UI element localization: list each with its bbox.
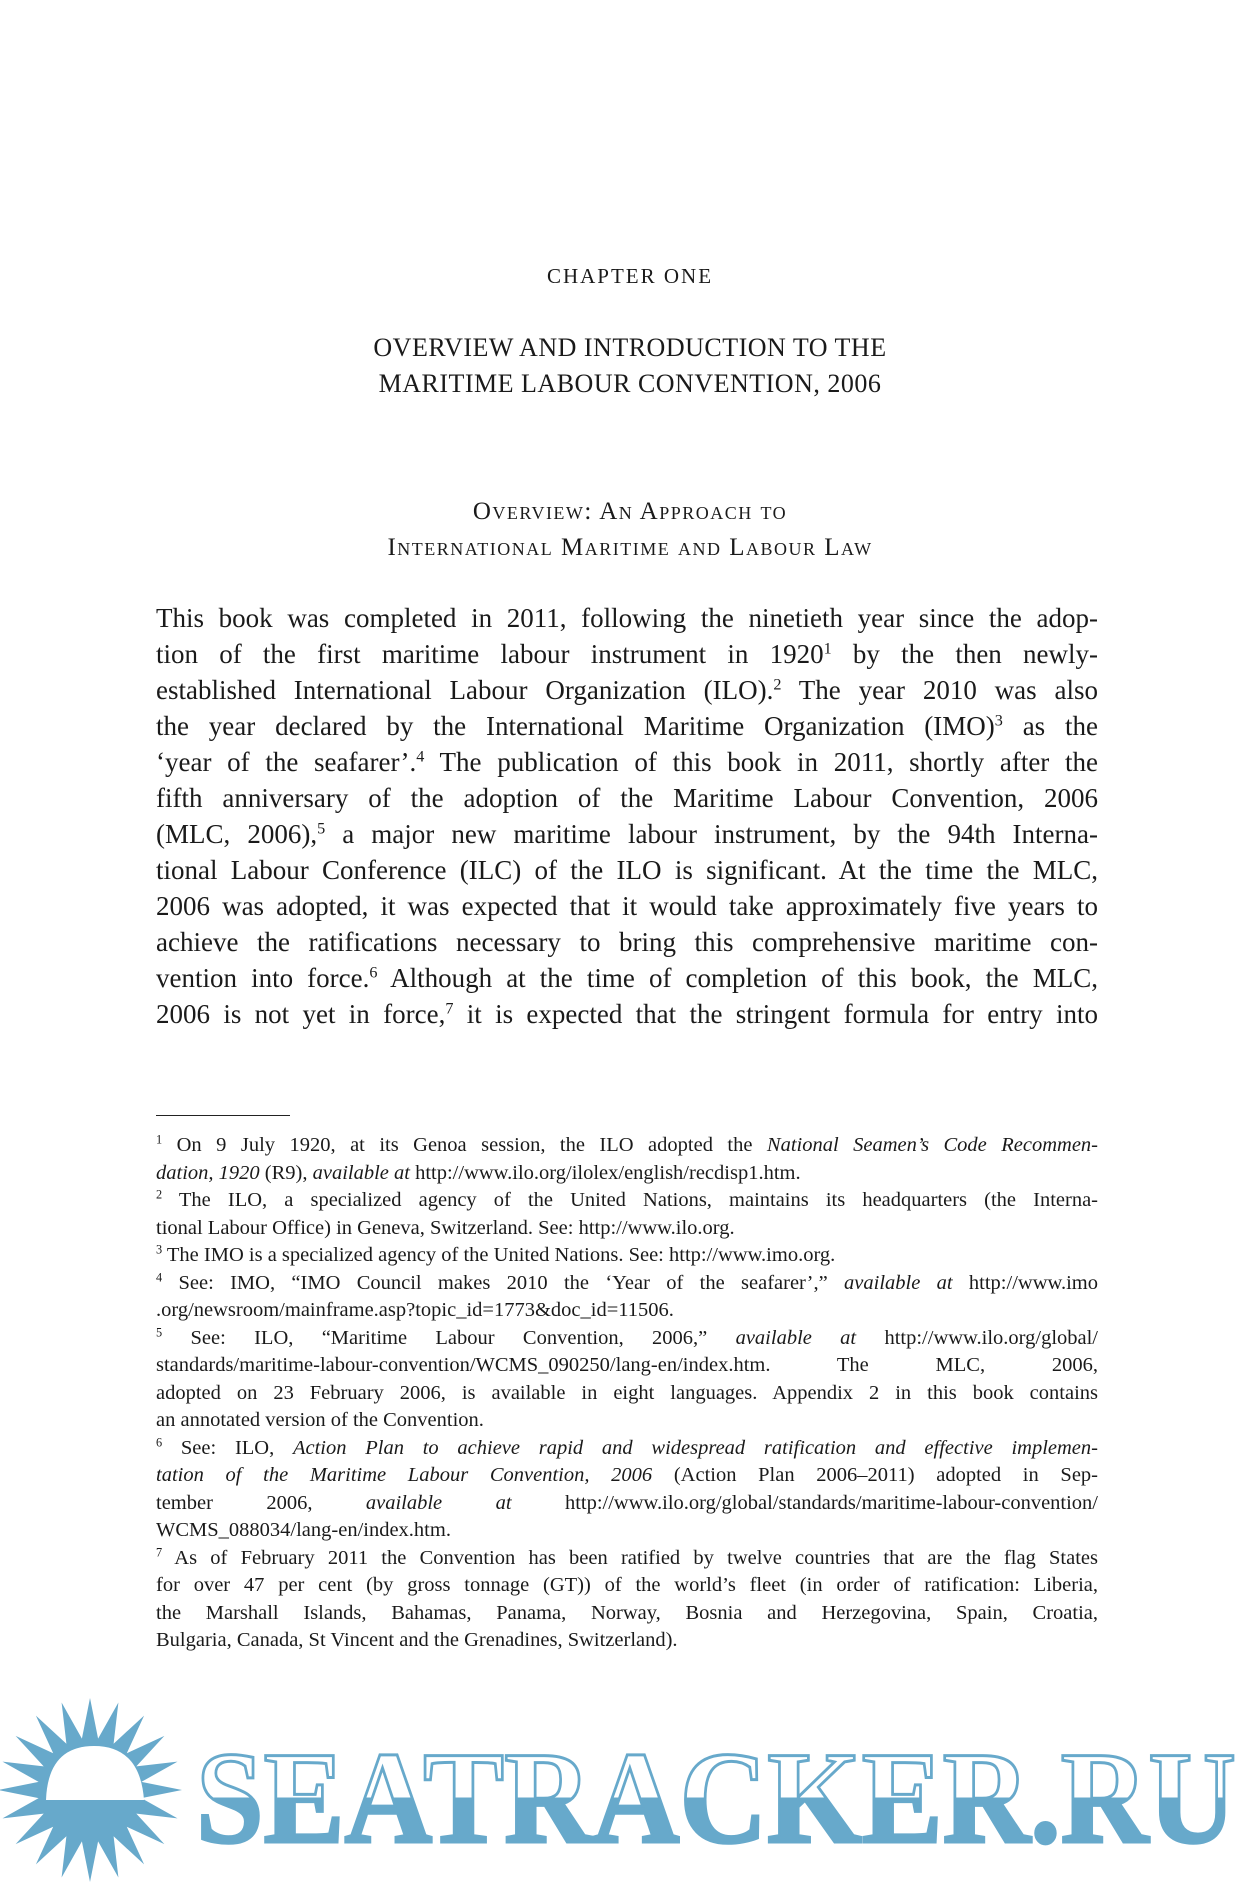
chapter-title-line: OVERVIEW AND INTRODUCTION TO THE bbox=[373, 333, 887, 362]
footnote-line bbox=[156, 1297, 1098, 1325]
body-line bbox=[156, 960, 1098, 996]
footnote-divider bbox=[156, 1115, 290, 1116]
body-line bbox=[156, 888, 1098, 924]
italic-text: available at bbox=[312, 1161, 410, 1184]
italic-text: Action Plan to achieve rapid and widespread ratification and effective implemen- bbox=[292, 1436, 1098, 1459]
body-line bbox=[156, 852, 1098, 888]
body-line bbox=[156, 996, 1098, 1032]
footnote-marker: 4 bbox=[156, 1270, 163, 1285]
footnote-line bbox=[156, 1462, 1098, 1490]
text: http://www.ilo.org/ilolex/english/recdisp1.htm. bbox=[409, 1161, 801, 1184]
footnote-line bbox=[156, 1325, 1098, 1353]
text: fifth anniversary of the adoption of the Maritime Labour Convention, 2006 bbox=[156, 783, 1098, 813]
sun-icon bbox=[0, 1698, 182, 1882]
text: On 9 July 1920, at its Genoa session, the ILO adopted the bbox=[162, 1134, 767, 1156]
text: 2006 is not yet in force, bbox=[156, 999, 446, 1029]
text: as the bbox=[1002, 711, 1098, 741]
footnote-marker: 6 bbox=[369, 963, 378, 982]
text: As of February 2011 the Convention has been ratified by twelve countries that are the flag States bbox=[162, 1546, 1098, 1569]
italic-text: available at bbox=[365, 1491, 512, 1514]
footnote-line bbox=[156, 1490, 1098, 1518]
italic-text: National Seamen’s Code Recommen- bbox=[766, 1134, 1098, 1156]
footnote-marker: 7 bbox=[156, 1545, 163, 1560]
text: the year declared by the International Maritime Organization (IMO) bbox=[156, 711, 995, 741]
text: See: ILO, bbox=[162, 1436, 293, 1459]
chapter-title-line: MARITIME LABOUR CONVENTION, 2006 bbox=[378, 369, 882, 398]
text: ‘year of the seafarer’. bbox=[156, 747, 417, 777]
text: http://www.ilo.org/global/ bbox=[856, 1326, 1099, 1349]
footnote-line bbox=[156, 1517, 1098, 1545]
text: it is expected that the stringent formula for entry into bbox=[453, 999, 1099, 1029]
footnote-line bbox=[156, 1627, 1098, 1655]
footnote-line bbox=[156, 1352, 1098, 1380]
footnote-marker: 7 bbox=[445, 999, 454, 1018]
text: This book was completed in 2011, following the ninetieth year since the adop- bbox=[156, 603, 1098, 633]
footnotes bbox=[156, 1132, 1098, 1655]
footnote-marker: 5 bbox=[317, 819, 326, 838]
footnote-line bbox=[156, 1132, 1098, 1160]
footnote-marker: 6 bbox=[156, 1435, 163, 1450]
italic-text: dation, 1920 bbox=[156, 1161, 260, 1184]
text: The ILO, a specialized agency of the United Nations, maintains its headquarters (the Interna- bbox=[162, 1189, 1098, 1211]
footnote-marker: 2 bbox=[156, 1187, 163, 1202]
text: Although at the time of completion of this book, the MLC, bbox=[377, 963, 1098, 993]
footnote-marker: 3 bbox=[156, 1242, 163, 1257]
body-line bbox=[156, 600, 1098, 636]
footnote-marker: 1 bbox=[156, 1132, 163, 1147]
section-heading-line: Overview: An Approach to bbox=[472, 498, 788, 525]
text: The year 2010 was also bbox=[781, 675, 1098, 705]
text: The IMO is a specialized agency of the United Nations. See: http://www.imo.org. bbox=[162, 1244, 836, 1266]
text: vention into force. bbox=[156, 963, 370, 993]
footnote-line bbox=[156, 1187, 1098, 1215]
footnote-marker: 4 bbox=[416, 747, 425, 766]
footnote-line bbox=[156, 1242, 1098, 1270]
body-text bbox=[156, 600, 1098, 1032]
text: tion of the first maritime labour instrument in 1920 bbox=[156, 639, 824, 669]
chapter-label: CHAPTER ONE bbox=[546, 264, 714, 288]
watermark-logo bbox=[0, 1690, 1260, 1890]
section-heading bbox=[0, 494, 1260, 566]
footnote-line bbox=[156, 1215, 1098, 1243]
text: http://www.imo bbox=[952, 1271, 1098, 1294]
footnote-line bbox=[156, 1600, 1098, 1628]
text: adopted on 23 February 2006, is available in eight languages. Appendix 2 in this book contains bbox=[156, 1381, 1098, 1404]
body-line bbox=[156, 780, 1098, 816]
watermark-text: SEATRACKER.RU bbox=[196, 1724, 1236, 1871]
text: http://www.ilo.org/global/standards/maritime-labour-convention/ bbox=[511, 1491, 1099, 1514]
text: by the then newly- bbox=[831, 639, 1098, 669]
body-line bbox=[156, 744, 1098, 780]
body-line bbox=[156, 816, 1098, 852]
body-line bbox=[156, 924, 1098, 960]
text: a major new maritime labour instrument, by the 94th Interna- bbox=[325, 819, 1098, 849]
italic-text: available at bbox=[844, 1271, 953, 1294]
text: See: IMO, “IMO Council makes 2010 the ‘Year of the seafarer’,” bbox=[162, 1271, 845, 1294]
chapter-title bbox=[0, 330, 1260, 402]
footnote-line bbox=[156, 1407, 1098, 1435]
text: achieve the ratifications necessary to bring this comprehensive maritime con- bbox=[156, 927, 1098, 957]
footnote-marker: 5 bbox=[156, 1325, 163, 1340]
text: WCMS_088034/lang-en/index.htm. bbox=[156, 1519, 451, 1541]
text: 2006 was adopted, it was expected that it would take approximately five years to bbox=[156, 891, 1098, 921]
footnote-line bbox=[156, 1270, 1098, 1298]
italic-text: tation of the Maritime Labour Convention, 2006 bbox=[156, 1464, 653, 1486]
italic-text: available at bbox=[735, 1326, 857, 1349]
footnote-marker: 2 bbox=[773, 675, 782, 694]
footnote-line bbox=[156, 1435, 1098, 1463]
text: (MLC, 2006), bbox=[156, 819, 318, 849]
footnote-marker: 3 bbox=[994, 711, 1003, 730]
body-line bbox=[156, 636, 1098, 672]
footnote-line bbox=[156, 1380, 1098, 1408]
section-heading-line: International Maritime and Labour Law bbox=[387, 534, 873, 561]
text: tional Labour Office) in Geneva, Switzerland. See: http://www.ilo.org. bbox=[156, 1216, 735, 1239]
text: (Action Plan 2006–2011) adopted in Sep- bbox=[652, 1464, 1098, 1486]
text: established International Labour Organization (ILO). bbox=[156, 675, 774, 705]
text: (R9), bbox=[259, 1161, 313, 1184]
footnote-line bbox=[156, 1160, 1098, 1188]
text: for over 47 per cent (by gross tonnage (GT)) of the world’s fleet (in order of ratification: Liberia, bbox=[156, 1574, 1098, 1596]
text: tional Labour Conference (ILC) of the ILO is significant. At the time the MLC, bbox=[156, 855, 1098, 885]
text: See: ILO, “Maritime Labour Convention, 2006,” bbox=[162, 1326, 736, 1349]
text: the Marshall Islands, Bahamas, Panama, Norway, Bosnia and Herzegovina, Spain, Croatia, bbox=[156, 1601, 1098, 1624]
footnote-line bbox=[156, 1572, 1098, 1600]
text: The publication of this book in 2011, shortly after the bbox=[424, 747, 1098, 777]
text: an annotated version of the Convention. bbox=[156, 1409, 484, 1431]
text: Bulgaria, Canada, St Vincent and the Grenadines, Switzerland). bbox=[156, 1629, 678, 1651]
footnote-marker: 1 bbox=[823, 639, 832, 658]
text: .org/newsroom/mainframe.asp?topic_id=1773&doc_id=11506. bbox=[156, 1299, 674, 1321]
body-line bbox=[156, 708, 1098, 744]
text: tember 2006, bbox=[156, 1491, 366, 1514]
body-line bbox=[156, 672, 1098, 708]
footnote-line bbox=[156, 1545, 1098, 1573]
text: standards/maritime-labour-convention/WCMS_090250/lang-en/index.htm. The MLC, 2006, bbox=[156, 1354, 1098, 1376]
